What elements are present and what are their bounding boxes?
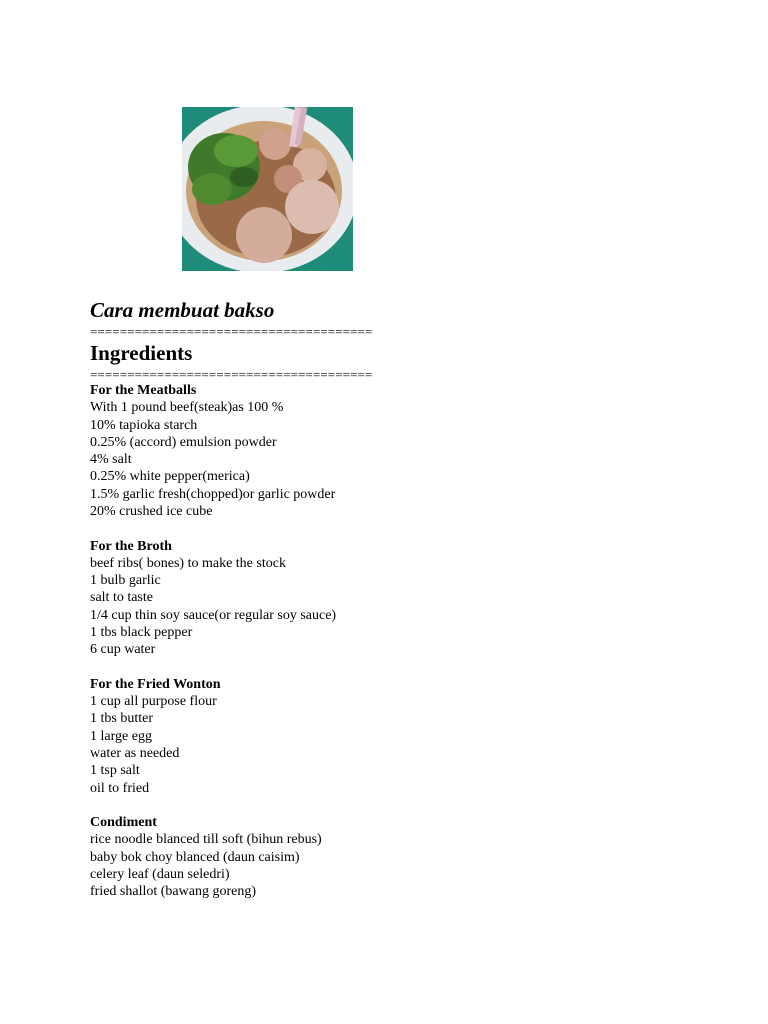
ingredient-item: 4% salt [90, 452, 132, 468]
ingredient-item: celery leaf (daun seledri) [90, 866, 230, 882]
ingredient-item: beef ribs( bones) to make the stock [90, 555, 286, 571]
section-fried-wonton [90, 676, 730, 797]
ingredient-item: 6 cup water [90, 642, 156, 658]
ingredient-item: rice noodle blanced till soft (bihun rebus) [90, 832, 322, 848]
ingredient-item: oil to fried [90, 780, 150, 796]
divider-rule: ====================================== [90, 324, 373, 339]
section-meatballs [90, 382, 730, 520]
ingredient-item: 10% tapioka starch [90, 417, 198, 433]
ingredient-item: With 1 pound beef(steak)as 100 % [90, 400, 284, 416]
section-heading: For the Broth [90, 538, 172, 554]
ingredient-item: salt to taste [90, 590, 153, 606]
spacer [90, 520, 730, 537]
section-broth [90, 538, 730, 659]
section-heading: For the Meatballs [90, 383, 197, 398]
ingredient-item: fried shallot (bawang goreng) [90, 884, 256, 900]
ingredient-item: 0.25% white pepper(merica) [90, 469, 250, 485]
ingredient-item: 1 tsp salt [90, 763, 140, 779]
ingredient-item: water as needed [90, 745, 180, 761]
recipe-title: Cara membuat bakso [90, 298, 275, 322]
ingredient-item: 1 large egg [90, 728, 152, 744]
spacer [90, 797, 730, 814]
ingredient-item: 20% crushed ice cube [90, 503, 213, 519]
ingredients-heading: Ingredients [90, 341, 193, 365]
recipe-document [90, 296, 730, 901]
ingredient-item: 1 tbs butter [90, 711, 153, 727]
spacer [90, 659, 730, 676]
bakso-photo [182, 107, 353, 271]
ingredient-item: 1.5% garlic fresh(chopped)or garlic powder [90, 486, 336, 502]
ingredient-item: 1/4 cup thin soy sauce(or regular soy sauce) [90, 607, 337, 623]
ingredient-item: 0.25% (accord) emulsion powder [90, 434, 277, 450]
ingredient-item: 1 tbs black pepper [90, 624, 193, 640]
section-condiment [90, 814, 730, 900]
divider-rule: ====================================== [90, 367, 373, 382]
section-heading: Condiment [90, 815, 157, 831]
section-heading: For the Fried Wonton [90, 676, 221, 692]
ingredient-item: 1 cup all purpose flour [90, 694, 217, 710]
ingredient-item: 1 bulb garlic [90, 573, 161, 589]
ingredient-item: baby bok choy blanced (daun caisim) [90, 849, 300, 865]
